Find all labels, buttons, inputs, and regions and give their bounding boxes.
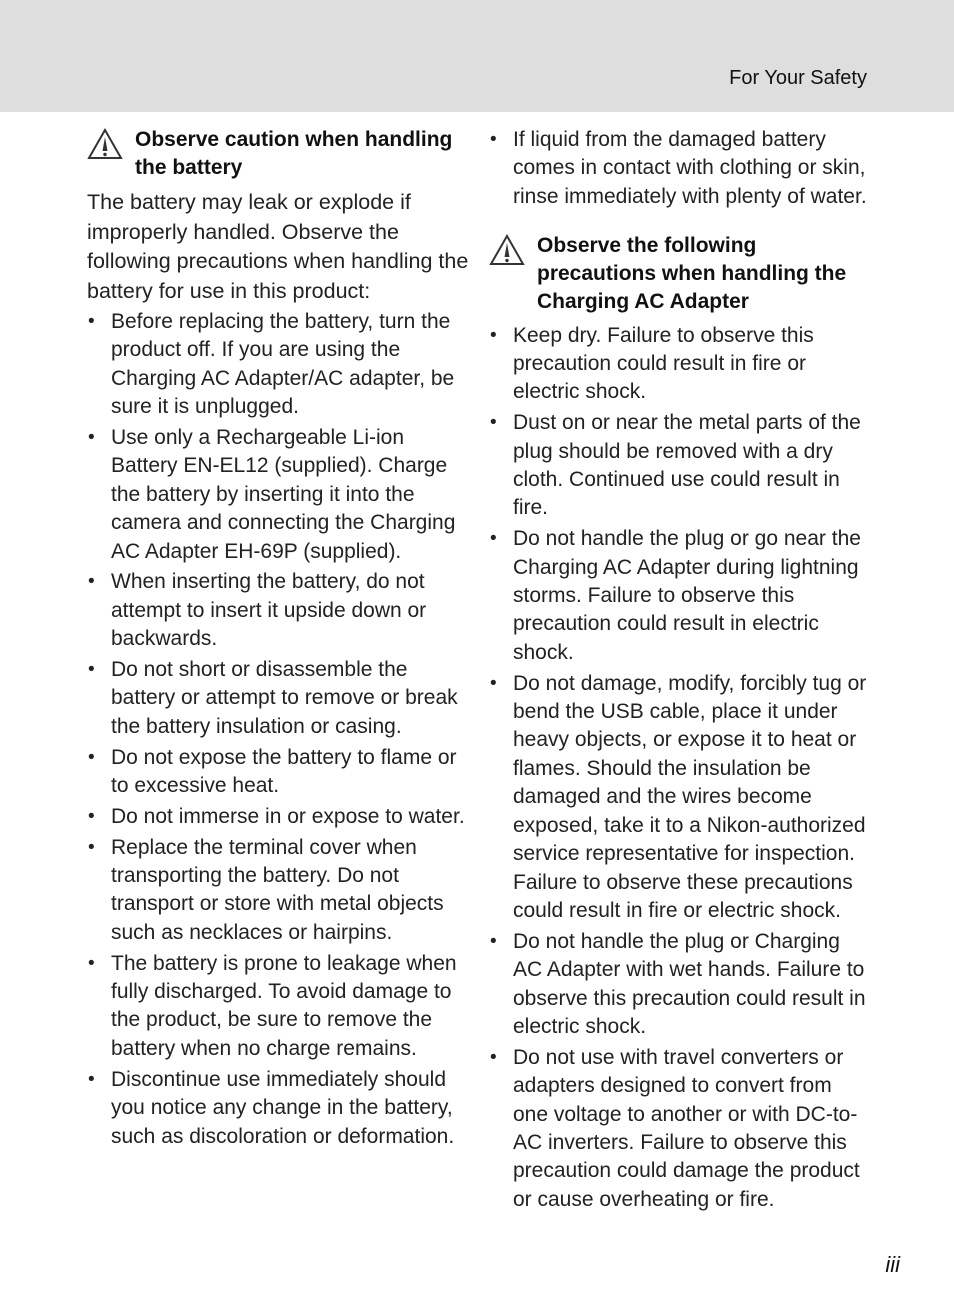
section-spacer bbox=[489, 214, 869, 232]
bullet-dot: • bbox=[88, 952, 95, 974]
bullet-dot: • bbox=[88, 805, 95, 827]
bullet-dot: • bbox=[88, 1068, 95, 1090]
list-item: • Do not immerse in or expose to water. bbox=[87, 803, 469, 831]
running-head: For Your Safety bbox=[729, 67, 867, 89]
bullet-dot: • bbox=[88, 746, 95, 768]
heading-text: Observe the following precautions when handling the Charging AC Adapter bbox=[537, 233, 847, 313]
intro-paragraph: The battery may leak or explode if improperly handled. Observe the following precautions when handling the battery for use in this product: bbox=[87, 190, 469, 303]
list-item: • Do not handle the plug or go near the Charging AC Adapter during lightning storms. Failure to observe this precaution could result in electric shock. bbox=[490, 527, 861, 664]
list-item: • If liquid from the damaged battery comes in contact with clothing or skin, rinse immediately with plenty of water. bbox=[490, 128, 867, 208]
list-item: • Discontinue use immediately should you notice any change in the battery, such as discoloration or deformation. bbox=[88, 1067, 455, 1148]
list-item: • Before replacing the battery, turn the product off. If you are using the Charging AC Adapter/AC adapter, be sure it is unplugged. bbox=[88, 310, 455, 419]
warning-triangle-icon bbox=[87, 128, 123, 160]
list-item: • Do not short or disassemble the battery or attempt to remove or break the battery insulation or casing. bbox=[88, 658, 458, 738]
list-item: • Replace the terminal cover when transporting the battery. Do not transport or store with metal objects such as necklaces or hairpins. bbox=[88, 835, 444, 944]
bullet-dot: • bbox=[490, 930, 497, 952]
list-item: • Do not handle the plug or Charging AC Adapter with wet hands. Failure to observe this precaution could result in electric shock. bbox=[490, 929, 866, 1038]
list-item: • Use only a Rechargeable Li-ion Battery EN-EL12 (supplied). Charge the battery by inserting it into the camera and connecting the Charging AC Adapter EH-69P (supplied). bbox=[88, 426, 456, 563]
list-item: • The battery is prone to leakage when fully discharged. To avoid damage to the product, be sure to remove the battery when no charge remains. bbox=[88, 951, 457, 1060]
page-number: iii bbox=[885, 1252, 900, 1277]
heading-text: Observe caution when handling the battery bbox=[135, 128, 453, 179]
adapter-precautions-list bbox=[489, 322, 869, 1215]
bullet-dot: • bbox=[490, 324, 497, 346]
bullet-dot: • bbox=[88, 659, 95, 681]
left-column bbox=[87, 126, 469, 1153]
adapter-caution-heading bbox=[489, 232, 869, 316]
list-item: • Do not expose the battery to flame or to excessive heat. bbox=[88, 745, 457, 798]
list-item: • When inserting the battery, do not attempt to insert it upside down or backwards. bbox=[88, 570, 427, 651]
right-column bbox=[489, 126, 869, 1217]
bullet-dot: • bbox=[88, 311, 95, 332]
list-item: • Dust on or near the metal parts of the plug should be removed with a dry cloth. Continued use could result in fire. bbox=[490, 411, 861, 520]
bullet-dot: • bbox=[88, 571, 95, 593]
list-item: • Keep dry. Failure to observe this precaution could result in fire or electric shock. bbox=[490, 323, 814, 404]
bullet-dot: • bbox=[490, 528, 497, 550]
bullet-dot: • bbox=[490, 1046, 497, 1068]
bullet-dot: • bbox=[88, 427, 95, 449]
bullet-dot: • bbox=[490, 672, 497, 694]
bullet-dot: • bbox=[88, 836, 95, 858]
battery-precautions-list bbox=[87, 308, 469, 1151]
bullet-dot: • bbox=[490, 412, 497, 434]
list-item: • Do not use with travel converters or adapters designed to convert from one voltage to another or with DC-to-AC inverters. Failure to observe this precaution could damage the product or cause overheating or fire. bbox=[490, 1045, 860, 1211]
warning-triangle-icon bbox=[489, 234, 525, 266]
bullet-dot: • bbox=[490, 129, 497, 150]
list-item: • Do not damage, modify, forcibly tug or bend the USB cable, place it under heavy objects, or expose it to heat or flames. Should the insulation be damaged and the wires become exposed, take it to a Nikon-authorized service representative for inspection. Failure to observe these precautions could result in fire or electric shock. bbox=[490, 671, 867, 922]
battery-precautions-continued bbox=[489, 126, 869, 211]
header-band bbox=[0, 0, 954, 112]
battery-caution-heading bbox=[87, 126, 469, 182]
